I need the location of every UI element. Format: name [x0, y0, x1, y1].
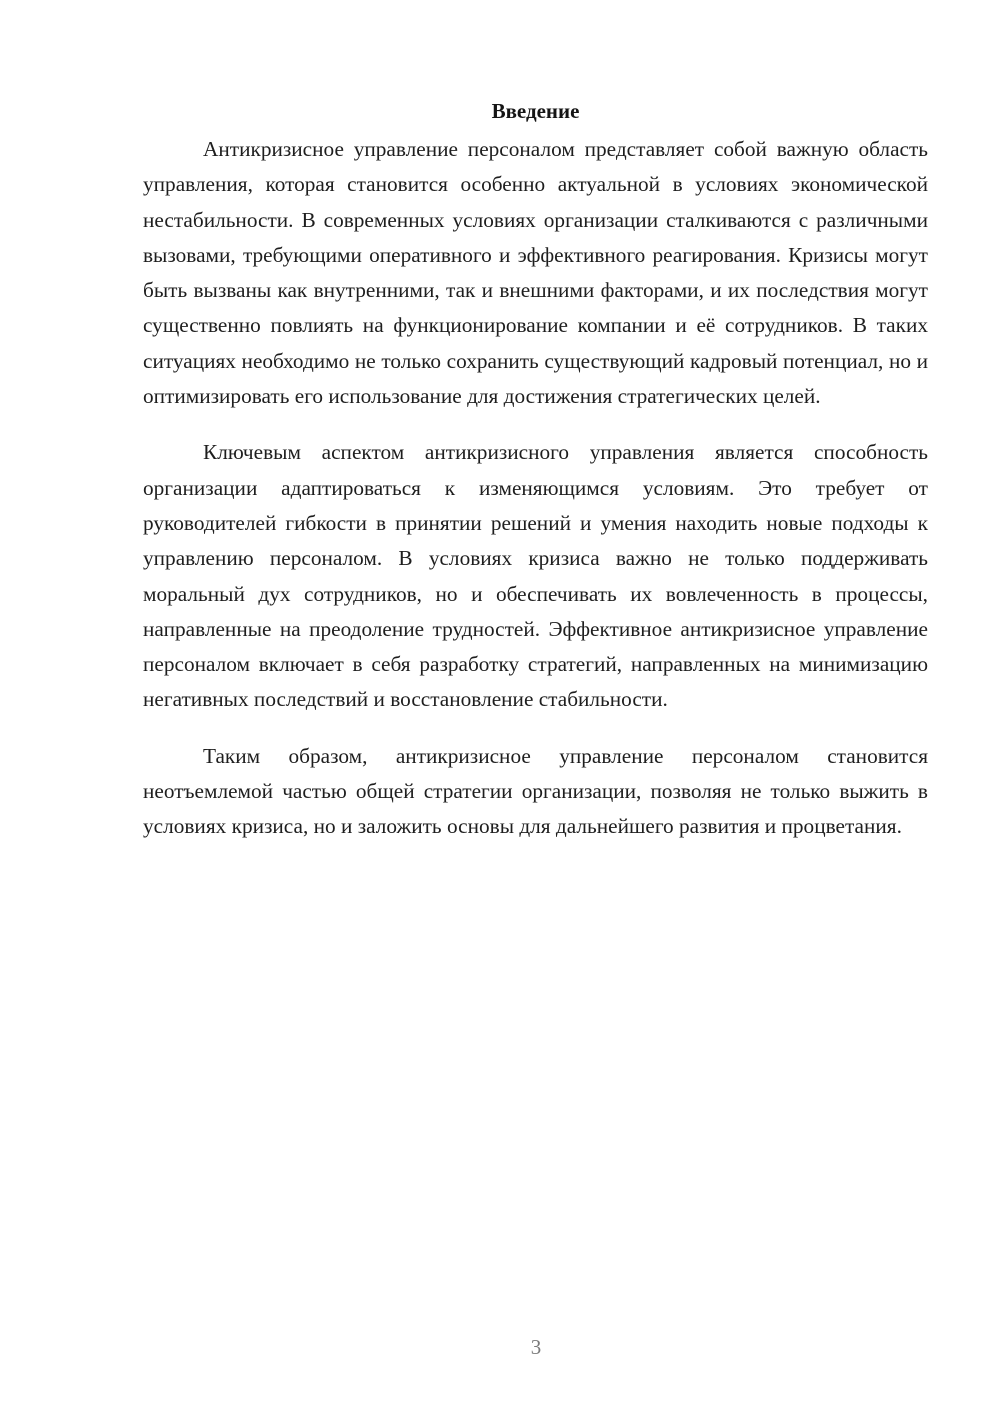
- paragraph-1: Антикризисное управление персоналом представляет собой важную область управления, которая становится особенно актуальной в условиях экономической нестабильности. В современных условиях организации сталкиваются с различными вызовами, требующими оперативного и эффективного реагирования. Кризисы могут быть вызваны как внутренними, так и внешними факторами, и их последствия могут существенно повлиять на функционирование компании и её сотрудников. В таких ситуациях необходимо не только сохранить существующий кадровый потенциал, но и оптимизировать его использование для достижения стратегических целей.: [143, 137, 928, 409]
- page-number: 3: [530, 1335, 542, 1359]
- section-heading: Введение: [491, 99, 580, 123]
- text-column: [143, 96, 928, 845]
- paragraph-3: Таким образом, антикризисное управление персоналом становится неотъемлемой частью общей стратегии организации, позволяя не только выжить в условиях кризиса, но и заложить основы для дальнейшего развития и процветания.: [143, 743, 928, 839]
- paragraph-2: Ключевым аспектом антикризисного управления является способность организации адаптироваться к изменяющимся условиям. Это требует от руководителей гибкости в принятии решений и умения находить новые подходы к управлению персоналом. В условиях кризиса важно не только поддерживать моральный дух сотрудников, но и обеспечивать их вовлеченность в процессы, направленные на преодоление трудностей. Эффективное антикризисное управление персоналом включает в себя разработку стратегий, направленных на минимизацию негативных последствий и восстановление стабильности.: [143, 440, 928, 712]
